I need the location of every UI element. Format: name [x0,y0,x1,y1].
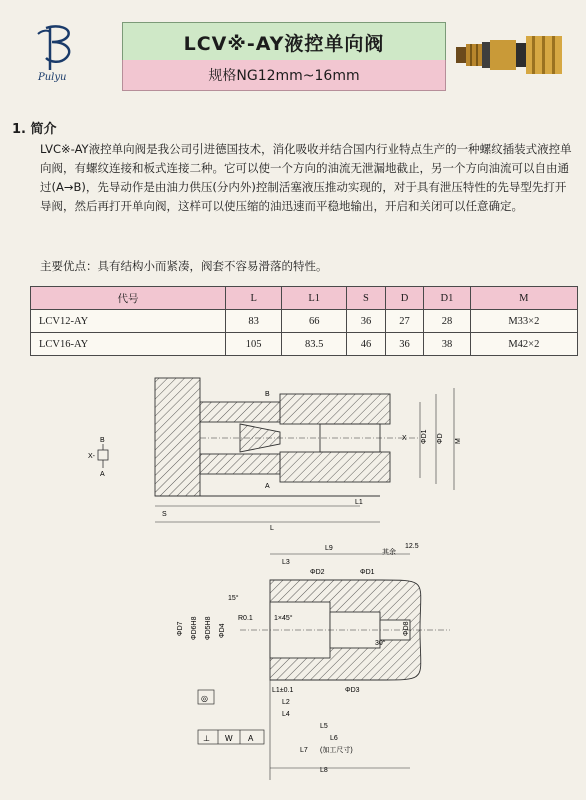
roughness-rest: 其余 [382,549,396,556]
dim-label-d2: ΦD2 [310,569,325,576]
cavity-dimension-drawing [170,540,580,796]
chamfer-label: 1×45° [274,615,293,622]
table-cell: 105 [226,333,282,356]
dim-label-d4: ΦD4 [219,623,226,638]
dim-label-m: M [455,438,462,444]
symbol-label-x: X- [88,453,95,460]
dim-label-d6: ΦD6H8 [191,616,198,640]
table-cell: 46 [347,333,386,356]
table-cell: 27 [385,310,424,333]
dim-label-l: L [270,525,274,532]
table-header-row [31,287,578,310]
symbol-label-a: A [100,471,105,478]
dim-label-d1: ΦD1 [421,429,428,444]
roughness-value: 12.5 [405,543,419,550]
table-cell: 38 [424,333,470,356]
dim-label-d1: ΦD1 [360,569,375,576]
angle-label-30: 30° [375,640,386,647]
table-row [31,310,578,333]
col-header: D1 [424,287,470,310]
symbol-label-b: B [100,437,105,444]
advantage-text: 主要优点：具有结构小而紧凑，阀套不容易滑落的特性。 [40,259,328,273]
intro-paragraph [40,140,576,216]
dim-label-l6: L6 [330,735,338,742]
table-cell: M33×2 [470,310,577,333]
tolerance-frame-circle [198,690,214,704]
dim-label-l7-note: (加工尺寸) [320,747,353,754]
valve-product-image [452,30,572,80]
table-cell: M42×2 [470,333,577,356]
table-cell: 66 [282,310,347,333]
dim-label-l4: L4 [282,711,290,718]
company-logo [28,22,100,90]
port-label-b: B [265,391,270,398]
port-label-x: X [402,435,407,442]
col-header: L1 [282,287,347,310]
intro-text: LVC※-AY液控单向阀是我公司引进德国技术，消化吸收并结合国内行业特点生产的一种螺纹插装式液控单向阀，有螺纹连接和板式连接二种。它可以使一个方向的油流无泄漏地截止，另一个方向油流可以自由通过(A→B)，先导动作是由油力供压(分内外)控制活塞液压推动实现的，对于具有泄压特性的先导型先打开导阀，然后再打开单向阀，这样可以使压缩的油迅速而平稳地输出，开启和关闭可以任意确定。 [40,142,572,213]
dim-label-l1: L1 [355,499,363,506]
dim-label-d8: ΦD8 [403,621,410,636]
dim-label-l2: L2 [282,699,290,706]
dim-label-s: S [162,511,167,518]
dim-label-d: ΦD [437,433,444,444]
table-cell: 36 [347,310,386,333]
dim-label-l1: L1±0.1 [272,687,294,694]
dim-label-d7: ΦD7 [177,621,184,636]
table-cell: 28 [424,310,470,333]
page-title: LCV※-AY液控单向阀 [122,22,446,62]
dim-label-r01: R0.1 [238,615,253,622]
header [0,0,586,100]
concentric-symbol: ◎ [201,694,208,703]
col-header: S [347,287,386,310]
frame-w: W [225,734,233,743]
port-label-a: A [265,483,270,490]
logo-mark-icon [28,22,100,74]
table-row [31,333,578,356]
dim-label-l9: L9 [325,545,333,552]
table-cell: 36 [385,333,424,356]
dim-label-l5: L5 [320,723,328,730]
col-header: 代号 [31,287,226,310]
spec-table [30,286,578,356]
section-title: 1. 简介 [12,122,57,137]
dim-label-d3: ΦD3 [345,687,360,694]
perp-symbol: ⊥ [203,734,210,743]
angle-label-15: 15° [228,595,239,602]
table-cell: 83 [226,310,282,333]
dim-label-l7: L7 [300,747,308,754]
col-header: M [470,287,577,310]
dim-label-d5: ΦD5H8 [205,616,212,640]
hydraulic-symbol [88,437,108,478]
col-header: L [226,287,282,310]
spec-subtitle: 规格NG12mm~16mm [122,60,446,91]
logo-text: Pulyu [38,72,67,83]
dim-label-l8: L8 [320,767,328,774]
col-header: D [385,287,424,310]
table-cell: LCV12-AY [31,310,226,333]
valve-section-drawing [80,372,580,542]
table-cell: LCV16-AY [31,333,226,356]
tolerance-frame-perp [198,730,264,744]
dim-label-l3: L3 [282,559,290,566]
frame-a: A [248,734,254,743]
table-cell: 83.5 [282,333,347,356]
